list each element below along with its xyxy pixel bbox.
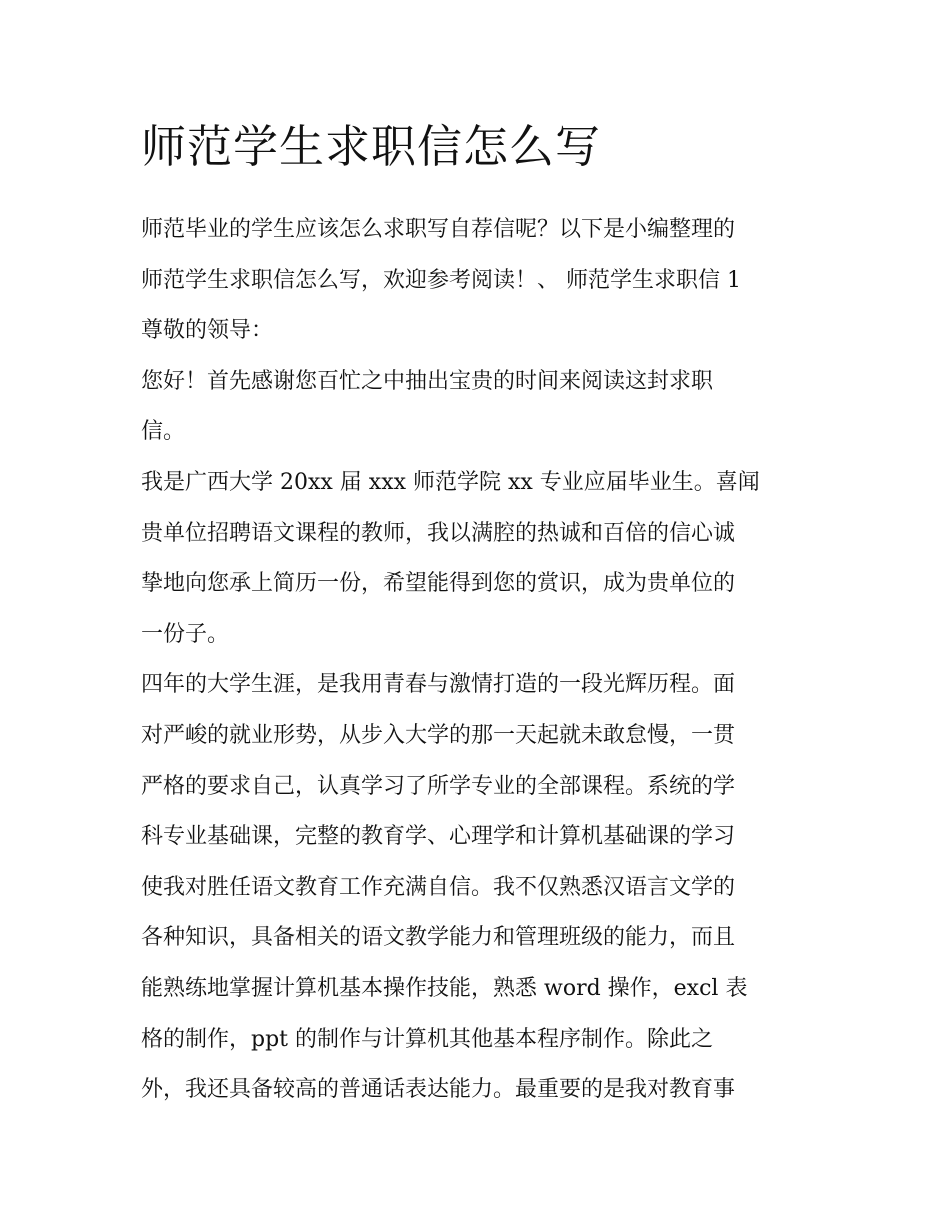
document-body bbox=[141, 113, 816, 1116]
text-line: 信。 bbox=[141, 419, 186, 445]
text-line: 严格的要求自己，认真学习了所学专业的全部课程。系统的学 bbox=[141, 773, 736, 799]
body-text bbox=[141, 205, 816, 1116]
text-line: 四年的大学生涯，是我用青春与激情打造的一段光辉历程。面 bbox=[141, 672, 736, 698]
text-line: 贵单位招聘语文课程的教师，我以满腔的热诚和百倍的信心诚 bbox=[141, 520, 736, 546]
text-line: 使我对胜任语文教育工作充满自信。我不仅熟悉汉语言文学的 bbox=[141, 874, 736, 900]
text-line: 外，我还具备较高的普通话表达能力。最重要的是我对教育事 bbox=[141, 1077, 736, 1103]
text-line: 能熟练地掌握计算机基本操作技能，熟悉 word 操作，excl 表 bbox=[141, 975, 748, 1001]
document-title: 师范学生求职信怎么写 bbox=[141, 120, 602, 173]
text-line: 挚地向您承上简历一份，希望能得到您的赏识，成为贵单位的 bbox=[141, 571, 736, 597]
text-line: 科专业基础课，完整的教育学、心理学和计算机基础课的学习 bbox=[141, 824, 736, 850]
text-line: 您好！首先感谢您百忙之中抽出宝贵的时间来阅读这封求职 bbox=[141, 368, 714, 394]
text-line: 师范学生求职信怎么写，欢迎参考阅读！、 师范学生求职信 1 bbox=[141, 267, 741, 293]
text-line: 尊敬的领导： bbox=[141, 318, 274, 344]
text-line: 师范毕业的学生应该怎么求职写自荐信呢？以下是小编整理的 bbox=[141, 217, 736, 242]
text-line: 各种知识，具备相关的语文教学能力和管理班级的能力，而且 bbox=[141, 925, 736, 951]
text-line: 格的制作，ppt 的制作与计算机其他基本程序制作。除此之 bbox=[141, 1026, 714, 1052]
text-line: 一份子。 bbox=[141, 621, 230, 647]
text-line: 对严峻的就业形势，从步入大学的那一天起就未敢怠慢，一贯 bbox=[141, 722, 736, 748]
text-line: 我是广西大学 20xx 届 xxx 师范学院 xx 专业应届毕业生。喜闻 bbox=[141, 469, 760, 495]
